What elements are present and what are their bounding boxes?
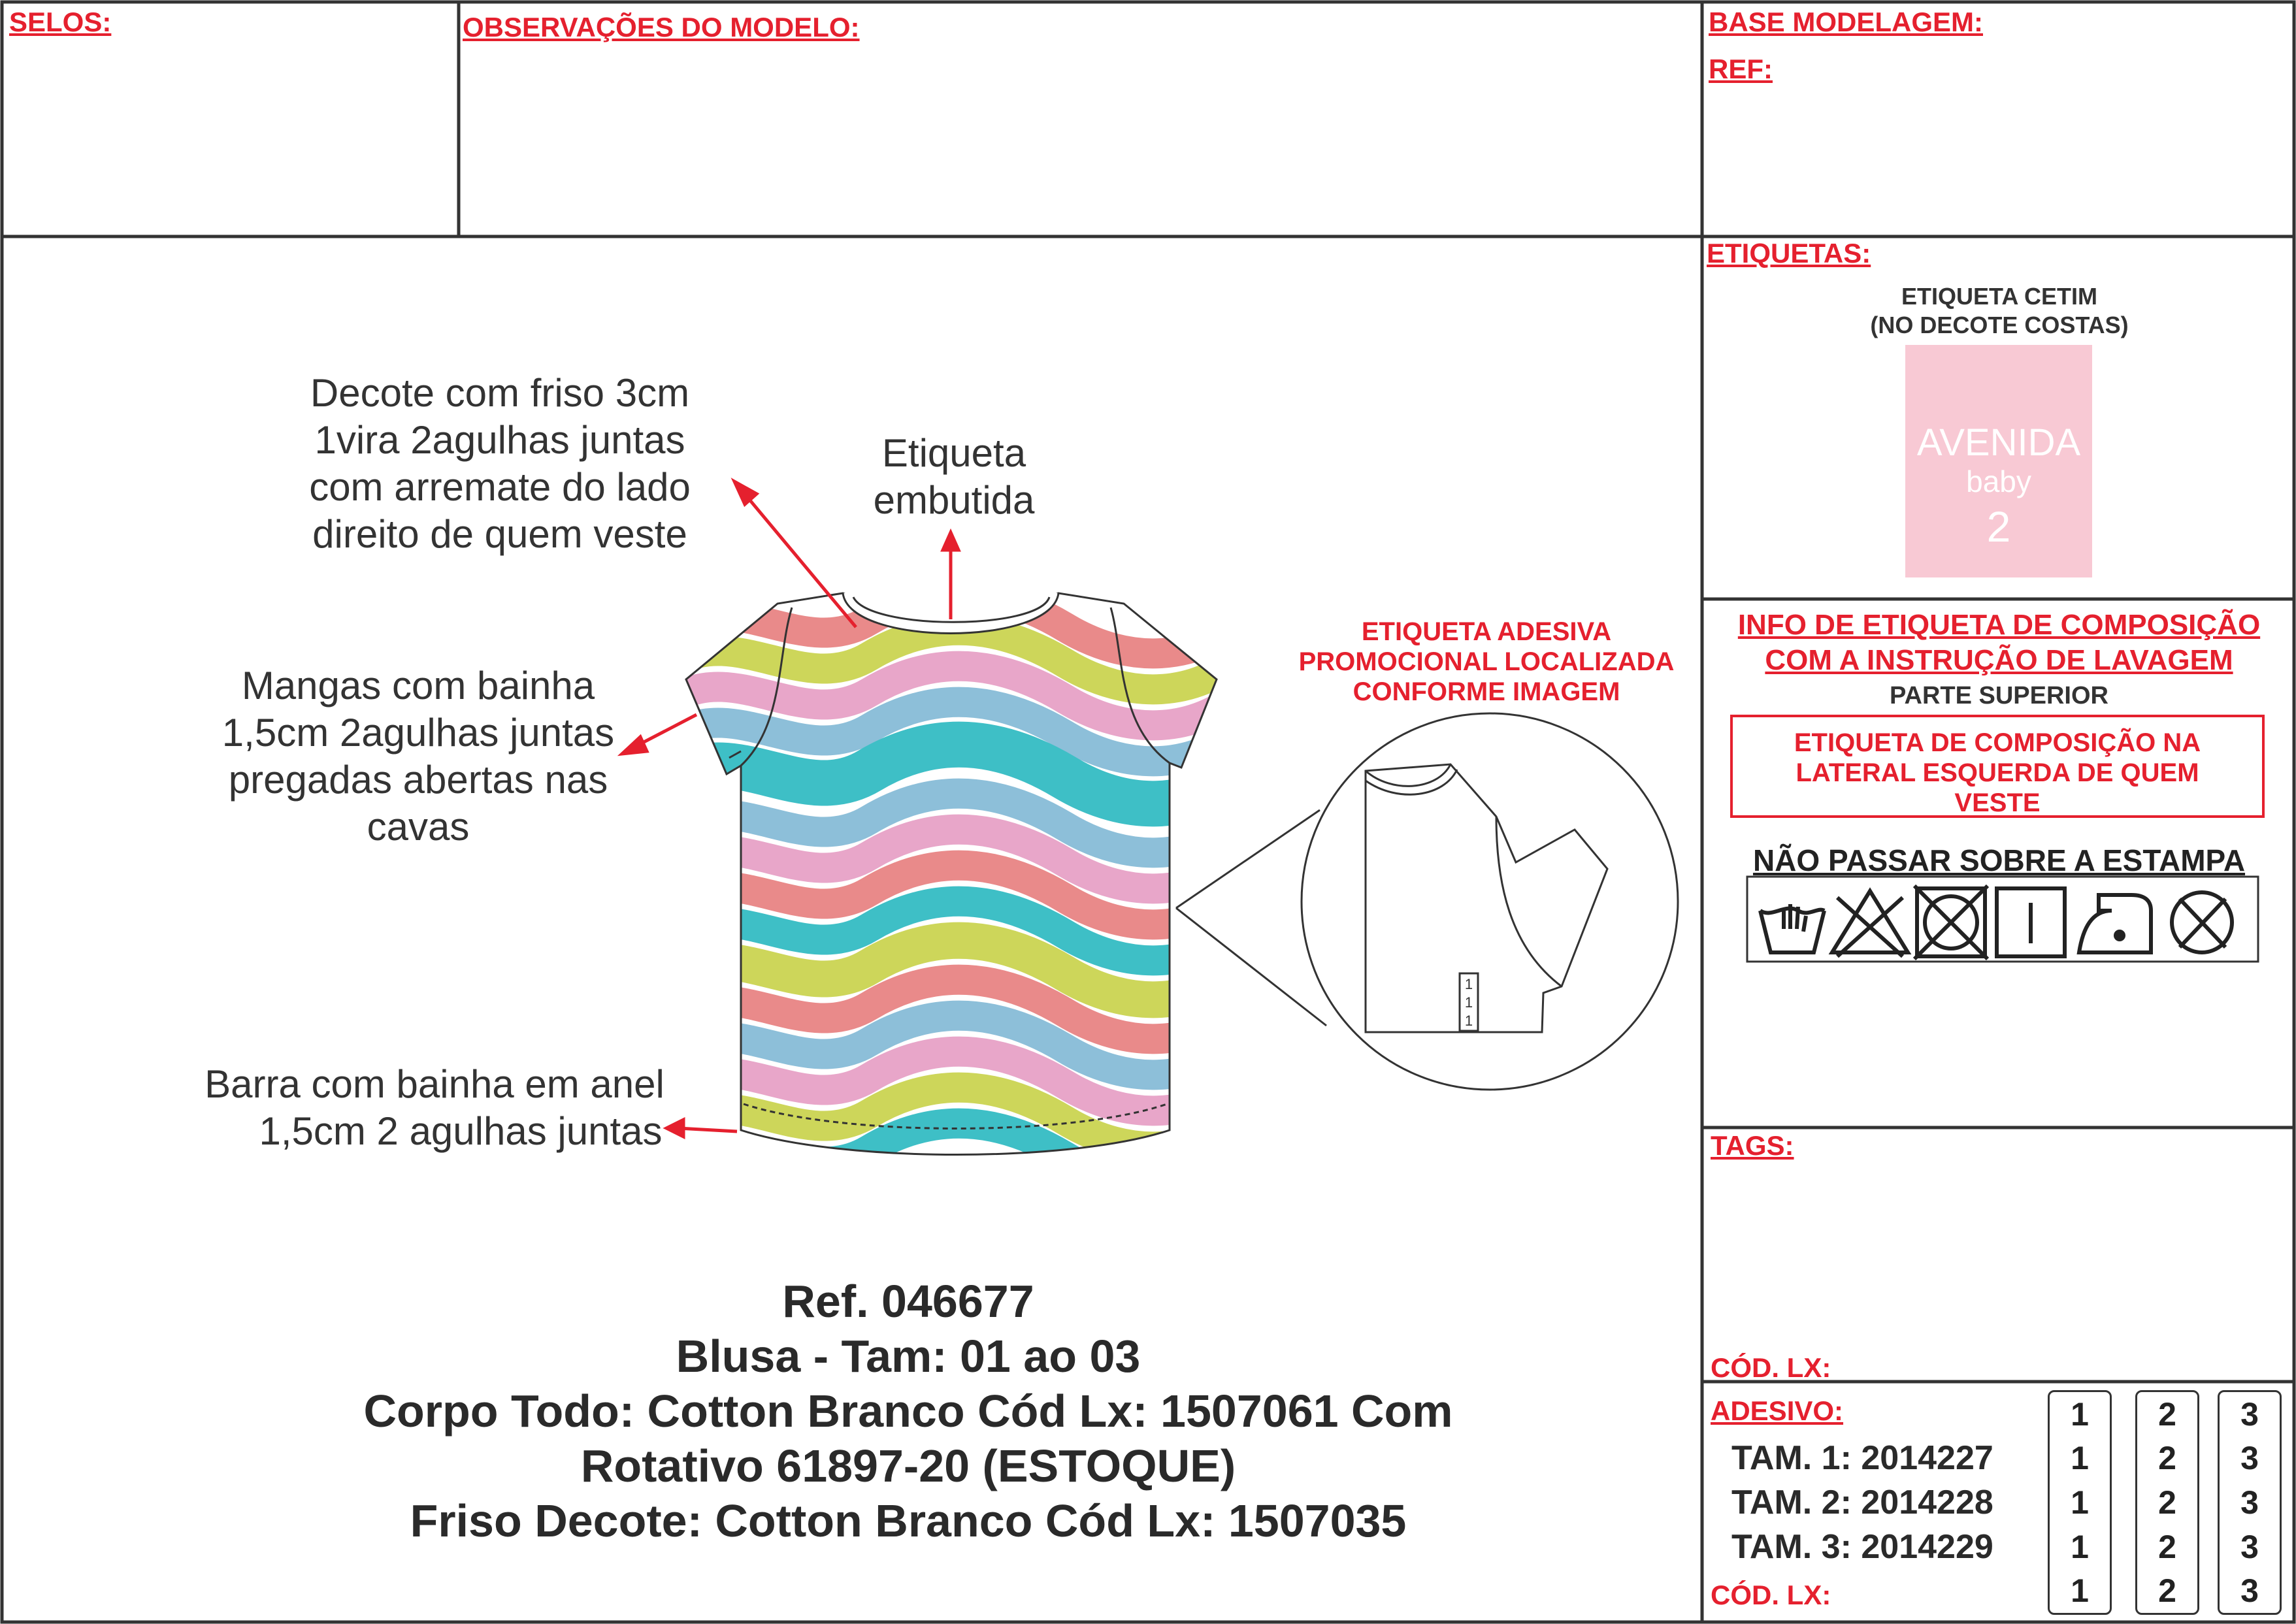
adesivo-cod-lx-label: CÓD. LX: (1711, 1580, 1831, 1610)
detail-label-2: 1 (1464, 994, 1473, 1011)
mangas-annotation: Mangas com bainha 1,5cm 2agulhas juntas pregadas abertas nas cavas (221, 664, 615, 849)
detail-label-1: 1 (1464, 976, 1473, 992)
product-type: Blusa - Tam: 01 ao 03 (676, 1331, 1141, 1382)
base-modelagem-label: BASE MODELAGEM: (1709, 7, 1983, 37)
brand-label-swatch (1905, 345, 2092, 577)
brand-size: 2 (1986, 502, 2011, 551)
product-body-fabric: Corpo Todo: Cotton Branco Cód Lx: 1507061 Com (363, 1386, 1453, 1437)
no-bleach-icon (1832, 891, 1908, 956)
tam-2-code: TAM. 2: 2014228 (1731, 1484, 1993, 1521)
hand-wash-icon (1760, 904, 1824, 952)
care-symbols (1746, 875, 2259, 963)
detail-label-3: 1 (1464, 1013, 1473, 1029)
composicao-title: INFO DE ETIQUETA DE COMPOSIÇÃO COM A INSTRUÇÃO DE LAVAGEM (1737, 609, 2261, 676)
etiqueta-adesiva-note: ETIQUETA ADESIVA PROMOCIONAL LOCALIZADA CONFORME IMAGEM (1298, 617, 1675, 706)
line-dry-icon (1997, 888, 2065, 956)
parte-superior: PARTE SUPERIOR (1889, 682, 2108, 709)
iron-low-icon (2079, 895, 2151, 952)
product-description (196, 1274, 1620, 1548)
size-box-3: 3 3 3 3 3 (2218, 1390, 2282, 1615)
tam-1-code: TAM. 1: 2014227 (1731, 1439, 1993, 1477)
size-box-1: 1 1 1 1 1 (2048, 1390, 2112, 1615)
tags-label: TAGS: (1711, 1130, 1794, 1161)
size-box-2: 2 2 2 2 2 (2135, 1390, 2199, 1615)
selos-label: SELOS: (9, 7, 112, 37)
observacoes-label: OBSERVAÇÕES DO MODELO: (463, 12, 860, 42)
composicao-location-box: ETIQUETA DE COMPOSIÇÃO NA LATERAL ESQUERDA DE QUEM VESTE (1730, 715, 2265, 818)
decote-annotation: Decote com friso 3cm 1vira 2agulhas juntas com arremate do lado direito de quem veste (309, 371, 691, 556)
etiquetas-label: ETIQUETAS: (1707, 238, 1871, 268)
adesivo-label: ADESIVO: (1711, 1395, 1844, 1426)
product-neck-fabric: Friso Decote: Cotton Branco Cód Lx: 1507035 (410, 1495, 1407, 1546)
etiqueta-annotation: Etiqueta embutida (873, 431, 1035, 522)
tam-3-code: TAM. 3: 2014229 (1731, 1528, 1993, 1566)
product-print: Rotativo 61897-20 (ESTOQUE) (580, 1440, 1236, 1491)
no-tumble-dry-icon (1914, 886, 1988, 959)
barra-annotation: Barra com bainha em anel 1,5cm 2 agulhas juntas (205, 1062, 664, 1153)
brand-name: AVENIDA (1916, 421, 2081, 464)
brand-sub: baby (1966, 464, 2031, 498)
nao-passar-warning: NÃO PASSAR SOBRE A ESTAMPA (1752, 843, 2246, 877)
product-ref: Ref. 046677 (782, 1276, 1034, 1327)
no-dry-clean-icon (2172, 892, 2232, 952)
tags-cod-lx-label: CÓD. LX: (1711, 1352, 1831, 1383)
ref-label: REF: (1709, 54, 1773, 84)
etiqueta-cetim-title: ETIQUETA CETIM (NO DECOTE COSTAS) (1870, 283, 2129, 338)
